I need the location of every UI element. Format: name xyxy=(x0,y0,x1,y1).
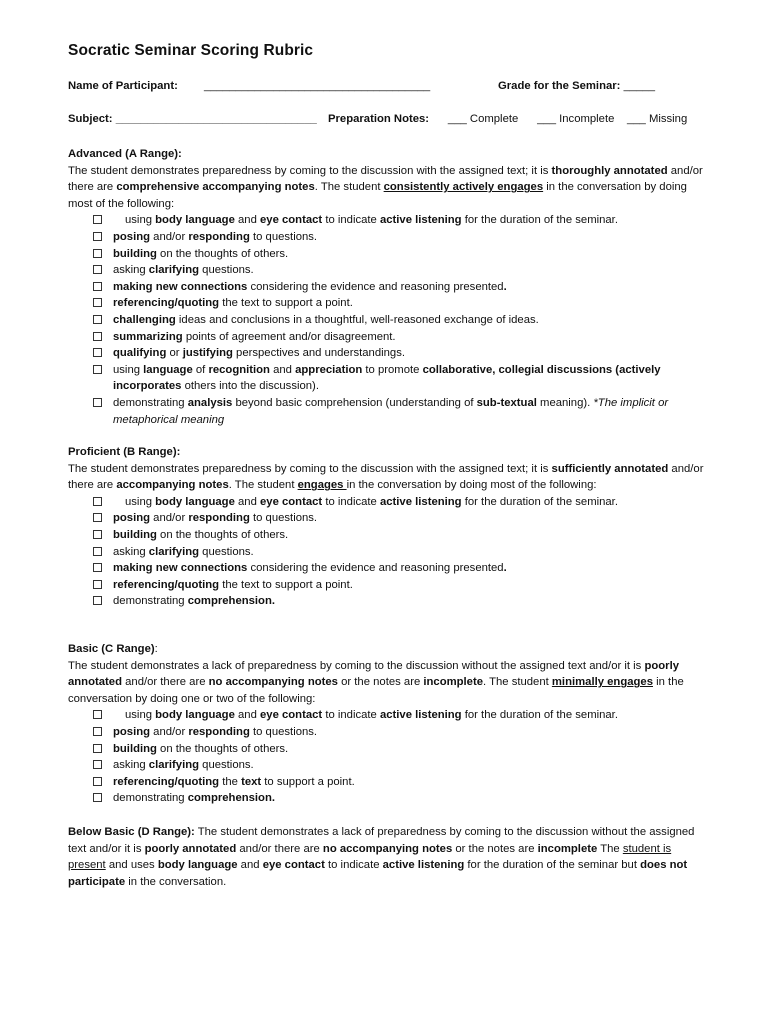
basic-section xyxy=(68,641,704,807)
list-item: referencing/quoting the text to support a point. xyxy=(68,295,704,312)
list-item: challenging ideas and conclusions in a thoughtful, well-reasoned exchange of ideas. xyxy=(68,312,704,329)
list-item: using body language and eye contact to indicate active listening for the duration of the seminar. xyxy=(68,494,704,511)
checkbox[interactable] xyxy=(93,249,102,258)
checkbox[interactable] xyxy=(93,365,102,374)
list-item: using body language and eye contact to indicate active listening for the duration of the seminar. xyxy=(68,212,704,229)
basic-checklist xyxy=(68,707,704,807)
checkbox[interactable] xyxy=(93,596,102,605)
basic-heading: Basic (C Range): xyxy=(68,643,158,655)
checkbox[interactable] xyxy=(93,282,102,291)
below-basic-description: Below Basic (D Range): The student demonstrates a lack of preparedness by coming to the discussion without the assigned text and/or it is poorly annotated and/or there are no accompanying notes or the notes are incomplete The student is present and uses body language and eye contact to indicate active listening for the duration of the seminar but does not participate in the conversation. xyxy=(68,826,695,888)
prep-notes-label: Preparation Notes: xyxy=(328,113,430,125)
complete-line[interactable]: ___ xyxy=(447,113,467,125)
participant-label: Name of Participant: xyxy=(68,80,178,92)
checkbox[interactable] xyxy=(93,398,102,407)
checkbox[interactable] xyxy=(93,563,102,572)
checkbox[interactable] xyxy=(93,215,102,224)
missing-line[interactable]: ___ xyxy=(626,113,646,125)
list-item: qualifying or justifying perspectives and understandings. xyxy=(68,345,704,362)
checkbox[interactable] xyxy=(93,710,102,719)
list-item: building on the thoughts of others. xyxy=(68,246,704,263)
advanced-heading: Advanced (A Range): xyxy=(68,148,182,160)
proficient-section xyxy=(68,444,704,610)
list-item: asking clarifying questions. xyxy=(68,544,704,561)
checkbox[interactable] xyxy=(93,265,102,274)
list-item: asking clarifying questions. xyxy=(68,757,704,774)
grade-label: Grade for the Seminar: xyxy=(498,80,621,92)
checkbox[interactable] xyxy=(93,315,102,324)
incomplete-line[interactable]: ___ xyxy=(537,113,556,125)
list-item: posing and/or responding to questions. xyxy=(68,724,704,741)
checkbox[interactable] xyxy=(93,547,102,556)
page-title: Socratic Seminar Scoring Rubric xyxy=(68,42,314,59)
checkbox[interactable] xyxy=(93,332,102,341)
list-item: referencing/quoting the text to support a point. xyxy=(68,774,704,791)
list-item: making new connections considering the evidence and reasoning presented. xyxy=(68,560,704,577)
checkbox[interactable] xyxy=(93,348,102,357)
prep-notes-row xyxy=(328,113,687,125)
missing-option: Missing xyxy=(648,113,688,125)
checkbox[interactable] xyxy=(93,530,102,539)
list-item: using body language and eye contact to indicate active listening for the duration of the seminar. xyxy=(68,707,704,724)
grade-row xyxy=(498,80,655,92)
checkbox[interactable] xyxy=(93,513,102,522)
checkbox[interactable] xyxy=(93,580,102,589)
subject-line[interactable]: ________________________________ xyxy=(115,113,317,125)
advanced-checklist xyxy=(68,212,704,428)
participant-line[interactable]: ____________________________________ xyxy=(204,80,431,92)
checkbox[interactable] xyxy=(93,793,102,802)
checkbox[interactable] xyxy=(93,497,102,506)
checkbox[interactable] xyxy=(93,298,102,307)
list-item: demonstrating analysis beyond basic comprehension (understanding of sub-textual meaning). *The implicit or metaphorical meaning xyxy=(68,395,704,428)
below-basic-section xyxy=(68,824,704,890)
checkbox[interactable] xyxy=(93,760,102,769)
subject-label: Subject: xyxy=(68,113,113,125)
participant-row xyxy=(68,80,178,92)
checkbox[interactable] xyxy=(93,777,102,786)
list-item: demonstrating comprehension. xyxy=(68,790,704,807)
list-item: posing and/or responding to questions. xyxy=(68,510,704,527)
proficient-heading: Proficient (B Range): xyxy=(68,446,181,458)
checkbox[interactable] xyxy=(93,744,102,753)
advanced-description: The student demonstrates preparedness by coming to the discussion with the assigned text; it is thoroughly annotated and/or there are comprehensive accompanying notes. The student consistently actively engages in the conversation by doing most of the following: xyxy=(68,164,703,210)
proficient-description: The student demonstrates preparedness by coming to the discussion with the assigned text; it is sufficiently annotated and/or there are accompanying notes. The student engages in the conversation by doing most of the following: xyxy=(68,462,704,492)
incomplete-option: Incomplete xyxy=(559,113,615,125)
list-item: posing and/or responding to questions. xyxy=(68,229,704,246)
below-basic-heading: Below Basic (D Range): xyxy=(68,826,195,838)
list-item: using language of recognition and appreciation to promote collaborative, collegial discussions (actively incorporates others into the discussion). xyxy=(68,362,704,395)
list-item: referencing/quoting the text to support a point. xyxy=(68,577,704,594)
checkbox[interactable] xyxy=(93,727,102,736)
subject-row xyxy=(68,113,317,125)
list-item: demonstrating comprehension. xyxy=(68,593,704,610)
list-item: making new connections considering the evidence and reasoning presented. xyxy=(68,279,704,296)
basic-description: The student demonstrates a lack of preparedness by coming to the discussion without the assigned text and/or it is poorly annotated and/or there are no accompanying notes or the notes are incomplete. The student minimally engages in the conversation by doing one or two of the following: xyxy=(68,659,684,705)
list-item: building on the thoughts of others. xyxy=(68,741,704,758)
complete-option: Complete xyxy=(469,113,519,125)
proficient-checklist xyxy=(68,494,704,610)
advanced-section xyxy=(68,146,704,428)
list-item: summarizing points of agreement and/or disagreement. xyxy=(68,329,704,346)
list-item: asking clarifying questions. xyxy=(68,262,704,279)
checkbox[interactable] xyxy=(93,232,102,241)
list-item: building on the thoughts of others. xyxy=(68,527,704,544)
grade-line[interactable]: _____ xyxy=(623,80,655,92)
